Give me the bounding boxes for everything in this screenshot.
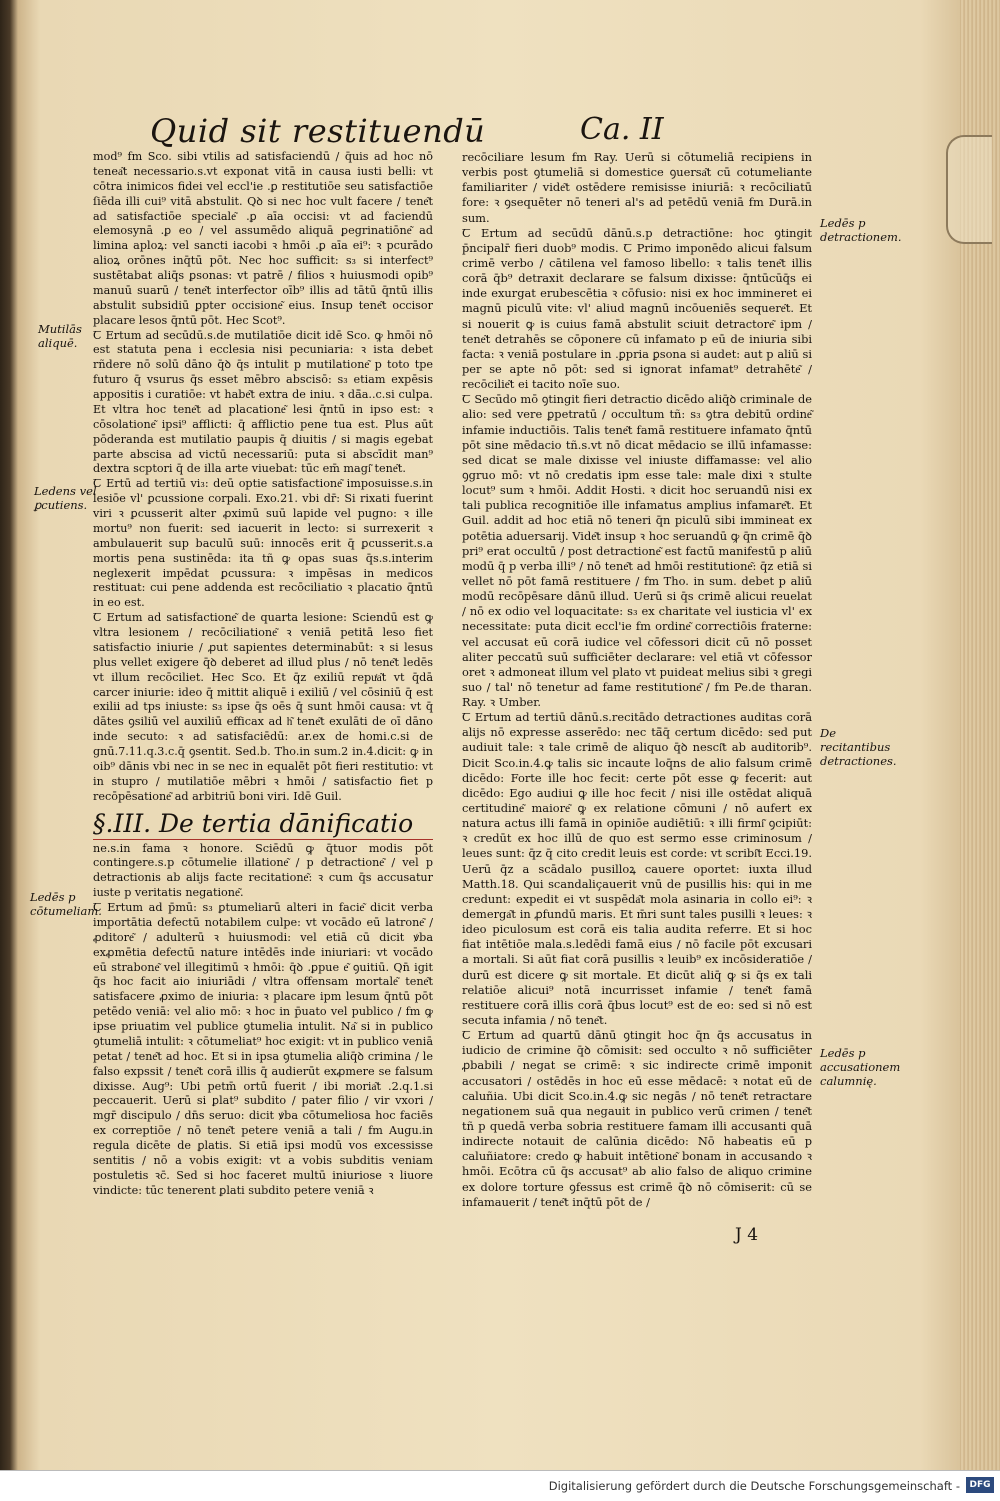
right-column <box>462 150 812 1210</box>
paragraph: Ꞇ Ertū ad tertiū vi₃: deū optie satisfactione͂ imposuisse.s.in lesiōe vl' ꝑcussione corpali. Exo.21. vbi dr̄: Si rixati fuerint viri ꝛ ꝑcusserit alter ꝓximū suū lapide vel pugno: ꝛ ille mortu⁹ non fuerit: sed iacuerit in lecto: si surrexerit ꝛ ambulauerit sup baculū suū: innocēs erit q̄ ꝑcusserit.s.a mortis pena sustinēda: ita tñ ꝙ opas suas q̄s.s.interim neglexerit impēdat ꝑcussura: ꝛ impēsas in medicos restituat: cui pene addenda est recōciliatio ꝛ placatio q̄ntū in eo est. <box>93 477 433 610</box>
paragraph: Ꞇ Ertum ad satisfactione͂ de quarta lesione: Sciendū est ꝙ vltra lesionem / recōciliatione͂ ꝛ veniā petitā leso fiet satisfactio iniurie / ꝓut sapientes determinabūt: ꝛ si lesus plus vellet exigere q̄ꝺ deberet ad illud plus / nō tene͂t ledēs vt illum recōciliet. Hec Sco. Et q̄z exiliū repuͭa͂t vt q̄dā carcer iniurie: ideo q̄ mittit aliquē i exiliū / vel cōsiniū q̄ est exilii ad tps iniuste: s₃ ipse q̄s oēs q̄ sunt hmōi causa: vt q̄ dātes ꝯsiliū vel auxiliū efficax ad h͂ tene͂t exulāti de oī dāno inde secuto: ꝛ ad satisfaciēdū: ar.ex de homi.c.si de gnū.7.11.q.3.c.q̄ ꝯsentit. Sed.b. Tho.in sum.2 in.4.dicit: ꝙ in oib⁹ dānis vbi nec in se nec in equalēt pōt fieri restitutio: vt in stupro / mutilatiōe mēbri ꝛ hmōi / satisfactio fiet p recōpēsatione͂ ad arbitriū boni viri. Idē Guil. <box>93 611 433 803</box>
margin-note-ledens-detractionem: Ledēs p detractionem. <box>820 216 902 244</box>
footer-bar <box>0 1470 1000 1501</box>
paragraph: Ꞇ Ertum ad quartū dānū ꝯtingit hoc q̄n q̄s accusatus in iudicio de crimine q̄ꝺ cōmisit: sed occulto ꝛ nō sufficiēter ꝓbabili / negat se crimē: ꝛ sic indirecte crimē imponit accusatori / ostēdēs in hoc eū esse mēdacē: ꝛ notat eū de caluñia. Ubi dicit Sco.in.4.ꝙ sic negās / nō tene͂t retractare negationem suā qua negauit in publico verū crimen / tene͂t tñ p quedā verba sobria restituere famam illi accusanti quā indirecte notauit de calūnia dicēdo: Nō habeatis eū p caluñiatore: credo ꝙ habuit intētione͂ bonam in accusando ꝛ hmōi. Ecōtra cū q̄s accusat⁹ ab alio falso de aliquo crimine ex dolore torture ꝯfessus est crimē q̄ꝺ nō cōmiserit: cū se infamauerit / tene͂t inq̄tū pōt de / <box>462 1028 812 1209</box>
running-title: Quid sit restituendū <box>150 112 486 150</box>
foliation-mark: J 4 <box>735 1225 759 1245</box>
running-chapter: Ca. II <box>580 112 664 147</box>
paragraph: Ꞇ Ertum ad secūdū dānū.s.p detractiōne: hoc ꝯtingit p̄ncipalr̄ fieri duob⁹ modis. Ꞇ Primo imponēdo alicui falsum crimē verbo / cātilena vel famoso libello: ꝛ talis tene͂t illis corā q̄b⁹ detraxit declarare se falsum dixisse: q̄ntūcūq̄s ei inde exurgat erubescētia ꝛ cōfusio: nisi ex hoc immineret ei magnū piculū vite: vl' aliud magnū incōueniēs sequere͂t. Et si nouerit ꝙ is cuius famā abstulit sciuit detractore͂ ipm / tene͂t detrahēs se cōponere cū infamato p eū de iniuria sibi facta: ꝛ veniā postulare in .ꝑpria ꝑsona si audet: aut p aliū si per se apte nō pōt: sed si ignorat infamat⁹ detrahēte͂ / recōcilie͂t ei tacito noīe suo. <box>462 225 812 392</box>
paragraph: Ꞇ Secūdo mō ꝯtingit fieri detractio dicēdo aliq̄ꝺ criminale de alio: sed vere ꝑpetratū / occultum tñ: s₃ ꝯtra debitū ordine͂ infamie inductiōis. Talis tene͂t famā restituere infamato q̄ntū pōt sine mēdacio tñ.s.vt nō dicat mēdacio se illū infamasse: sed dicat se male dixisse vel iniuste diffamasse: vel alio ꝯgruo mō: vt nō credatis ipm esse tale: male dixi ꝛ stulte locut⁹ sum ꝛ hmōi. Addit Hosti. ꝛ dicit hoc seruandū nisi ex tali publica recognitiōe ille infamatus amplius infamare͂t. Et Guil. addit ad hoc etiā nō teneri q̄n piculū sibi immineat ex potētia aduersarij. Vide͂t insup ꝛ hoc seruandū ꝙ q̄n crimē q̄ꝺ pri⁹ erat occultū / post detractione͂ est factū manifestū p aliū modū q̄ p verba illi⁹ / nō tene͂t ad hmōi restitutione͂: q̄z etiā si vellet nō pōt famā restituere / fm Tho. in sum. debet p aliū modū recōpēsare dānū illud. Uerū si q̄s crimē alicui reuelat / nō ex odio vel loquacitate: s₃ ex charitate vel iusticia vl' ex necessitate: puta dicit eccl'ie fm ordine͂ correctiōis fraterne: vel accusat eū corā iudice vel cōfessori dicit cū nō posset aliter peccatū suū sufficiēter declarare: vel etiā vt cōfessor oret ꝛ admoneat illum vel plato vt puideat melius sibi ꝛ gregi suo / tal' nō tenetur ad fame restitutione͂ / fm Pe.de tharan. Ray. ꝛ Umber. <box>462 392 813 710</box>
page-clip <box>946 135 992 244</box>
paragraph: Ꞇ Ertum ad tertiū dānū.s.recitādo detractiones auditas corā alijs nō expresse asserēdo: nec tā̄q̄ certum dicēdo: sed put audiuit tale: ꝛ tale crimē de aliquo q̄ꝺ nesci͂t ab auditorib⁹. Dicit Sco.in.4.ꝙ talis sic incaute loq̄ns de alio falsum crimē dicēdo: Forte ille hoc fecit: certe pōt esse ꝙ fecerit: aut dicēdo: Ego audiui ꝙ ille hoc fecit / nisi ille ostēdat aliquā certitudine͂ maiore͂ ꝙ ex relatione cōmuni / nō aufert ex natura actus illi famā in opiniōe audiētiū: ꝛ illi firmi͂ ꝯcipiūt: ꝛ credūt ex hoc illū de quo est sermo esse criminosum / leues sunt: q̄z q̄ cito credit leuis est corde: vt scribi͂t Ecci.19. Uerū q̄z a scādalo pusilloꝝ cauere oportet: iuxta illud Matth.18. Qui scandaliçauerit vnū de pusillis his: qui in me credunt: expedit ei vt suspēda͂t mola asinaria in collo ei⁹: ꝛ demerga͂t in ꝓfundū maris. Et m̄ri sunt tales pusilli ꝛ leues: ꝛ ideo piculosum est corā eis talia audita referre. Et si hoc fiat intētiōe mala.s.ledēdi famā eius / nō facile pōt excusari a mortali. Si aūt fiat corā pusillis ꝛ leuib⁹ ex incōsideratiōe / durū est dicere ꝙ sit mortale. Et dicūt aliq̄ ꝙ si q̄s ex tali relatiōe alicui⁹ notā incurrisset infamie / tene͂t famā restituere corā illis corā q̄bus locut⁹ est de eo: sed si nō est secuta infamia / nō tene͂t. <box>462 710 812 1028</box>
paragraph: mod⁹ fm Sco. sibi vtilis ad satisfaciendū / q̄uis ad hoc nō tenea͂t necessario.s.vt exponat vitā in causa iusti belli: vt cōtra inimicos fidei vel eccl'ie .ꝑ restitutiōe seu satisfactiōe ſiēda illi cui⁹ vitā abstulit. Qꝺ si nec hoc vult facere / tene͂t ad satisfactiōe speciale͂ .ꝑ aīa occisi: vt ad faciendū elemosynā .ꝑ eo / vel assumēdo aliquā ꝑegrinatiōne͂ ad limina aploꝝ: vel sancti iacobi ꝛ hmōi .ꝑ aīa ei⁹: ꝛ pcurādo alioꝝ orōnes inq̄tū pōt. Nec hoc sufficit: s₃ si interfect⁹ sustētabat aliq̄s ꝑsonas: vt patrē / filios ꝛ huiusmodi opib⁹ manuū suarū / tene͂t interfector oīb⁹ illis ad tātū q̄ntū illis abstulit subsidiū ꝑpter occisione͂ eius. Insup tene͂t occisor placare lesos q̄ntū pōt. Hec Scot⁹. <box>93 150 433 327</box>
footer-credit: Digitalisierung gefördert durch die Deutsche Forschungsgemeinschaft - <box>548 1479 960 1493</box>
paragraph: ne.s.in fama ꝛ honore. Sciēdū ꝙ q̄tuor modis pōt contingere.s.p cōtumelie illatione͂ / p detractione͂ / vel p detractionis ab alijs facte recitatione͂: ꝛ cum q̄s accusatur iuste p veritatis negatione͂. <box>93 841 433 900</box>
paragraph: Ꞇ Ertum ad p̄mū: s₃ ꝑtumeliarū alteri in facie͂ dicit verba importātia defectū notabilem culpe: vt vocādo eū latrone͂ / ꝓditore͂ / adulterū ꝛ huiusmodi: vel etiā cū dicit ꝟba exꝓmētia defectū nature intēdēs inde iniuriari: vt vocādo eū strabone͂ vel illegitimū ꝛ hmōi: q̄ꝺ .ꝑpue e͂ ꝯuitiū. Qn̄ igit q̄s hoc facit aio iniuriādi / vltra offensam mortale͂ tene͂t satisfacere ꝓximo de iniuria: ꝛ placare ipm lesum q̄ntū pōt petēdo veniā: vel alio mō: ꝛ hoc in p̄uato vel publico / fm ꝙ ipse priuatim vel publice ꝯtumelia intulit. Na͂ si in publico ꝯtumeliā intulit: ꝛ cōtumeliat⁹ hoc exigit: vt in publico veniā petat / tene͂t ad hoc. Et si in ipsa ꝯtumelia aliq̄ꝺ crimina / le falso expssit / tene͂t corā illis q̄ audierūt exꝓmere se falsum dixisse. Aug⁹: Ubi petm̄ ortū fuerit / ibi moria͂t .2.q.1.si peccauerit. Uerū si ꝑlat⁹ subdito / pater filio / vir vxori / mgr̄ discipulo / dn̄s seruo: dicit ꝟba cōtumeliosa hoc faciēs ex correptiōe / nō tene͂t petere veniā a tali / fm Augu.in regula dicēte de ꝑlatis. Si etiā ipsi modū vos excessisse sentitis / nō a vobis exigit: vt a vobis subditis veniam postuletis ꝛc̄. Sed si hoc faceret multū iniuriose ꝛ liuore vindicte: tūc tenerent ꝑlati subdito petere veniā ꝛ <box>93 901 433 1197</box>
paragraph: recōciliare lesum fm Ray. Uerū si cōtumeliā recipiens in verbis post ꝯtumeliā si domestice ꝯuersa͂t cū cotumeliante familiariter / vide͂t ostēdere remisisse iniuriā: ꝛ recōciliatū fore: ꝛ ꝯsequēter nō teneri al's ad petēdū veniā fm Durā.in sum. <box>462 150 812 225</box>
margin-note-de-recitantibus: De recitantibus detractiones. <box>820 726 897 768</box>
margin-note-ledens-contumeliam: Ledēs p cōtumeliam. <box>30 890 102 918</box>
left-column <box>93 150 433 1199</box>
margin-note-ledens-percutiens: Ledens vel ꝑcutiens. <box>34 484 97 512</box>
margin-note-mutilans: Mutilās aliquē. <box>38 322 82 350</box>
section-heading: §.III. De tertia dānificatio <box>93 809 433 840</box>
paragraph: Ꞇ Ertum ad secūdū.s.de mutilatiōe dicit idē Sco. ꝙ hmōi nō est statuta pena i ecclesia nisi pecuniaria: ꝛ ista debet rñdere nō solū dāno q̄ꝺ q̄s intulit p mutilatione͂ p toto tpe futuro q̄ vsurus q̄s esset mēbro abscisō: s₃ etiam expēsis appositis i curatiōe: vt habe͂t extra de iniu. ꝛ dā̄a..c.si culpa. Et vltra hoc tene͂t ad placatione͂ lesi q̄ntū in ipso est: ꝛ cōsolatione͂ ipsi⁹ afflicti: q̄ afflictio pene tua est. Plus aūt pōderanda est mutilatio paupis q̄ diuitis / si magis egebat parte abscisa ad victū necessariū: puta si abscīdit man⁹ dextra scptori q̄ de illa arte viuebat: tūc em̄ magi͂ tene͂t. <box>93 328 433 476</box>
margin-note-ledens-accusationem: Ledēs p accusationem calumnię. <box>820 1046 901 1088</box>
dfg-logo-icon: DFG <box>966 1477 994 1493</box>
